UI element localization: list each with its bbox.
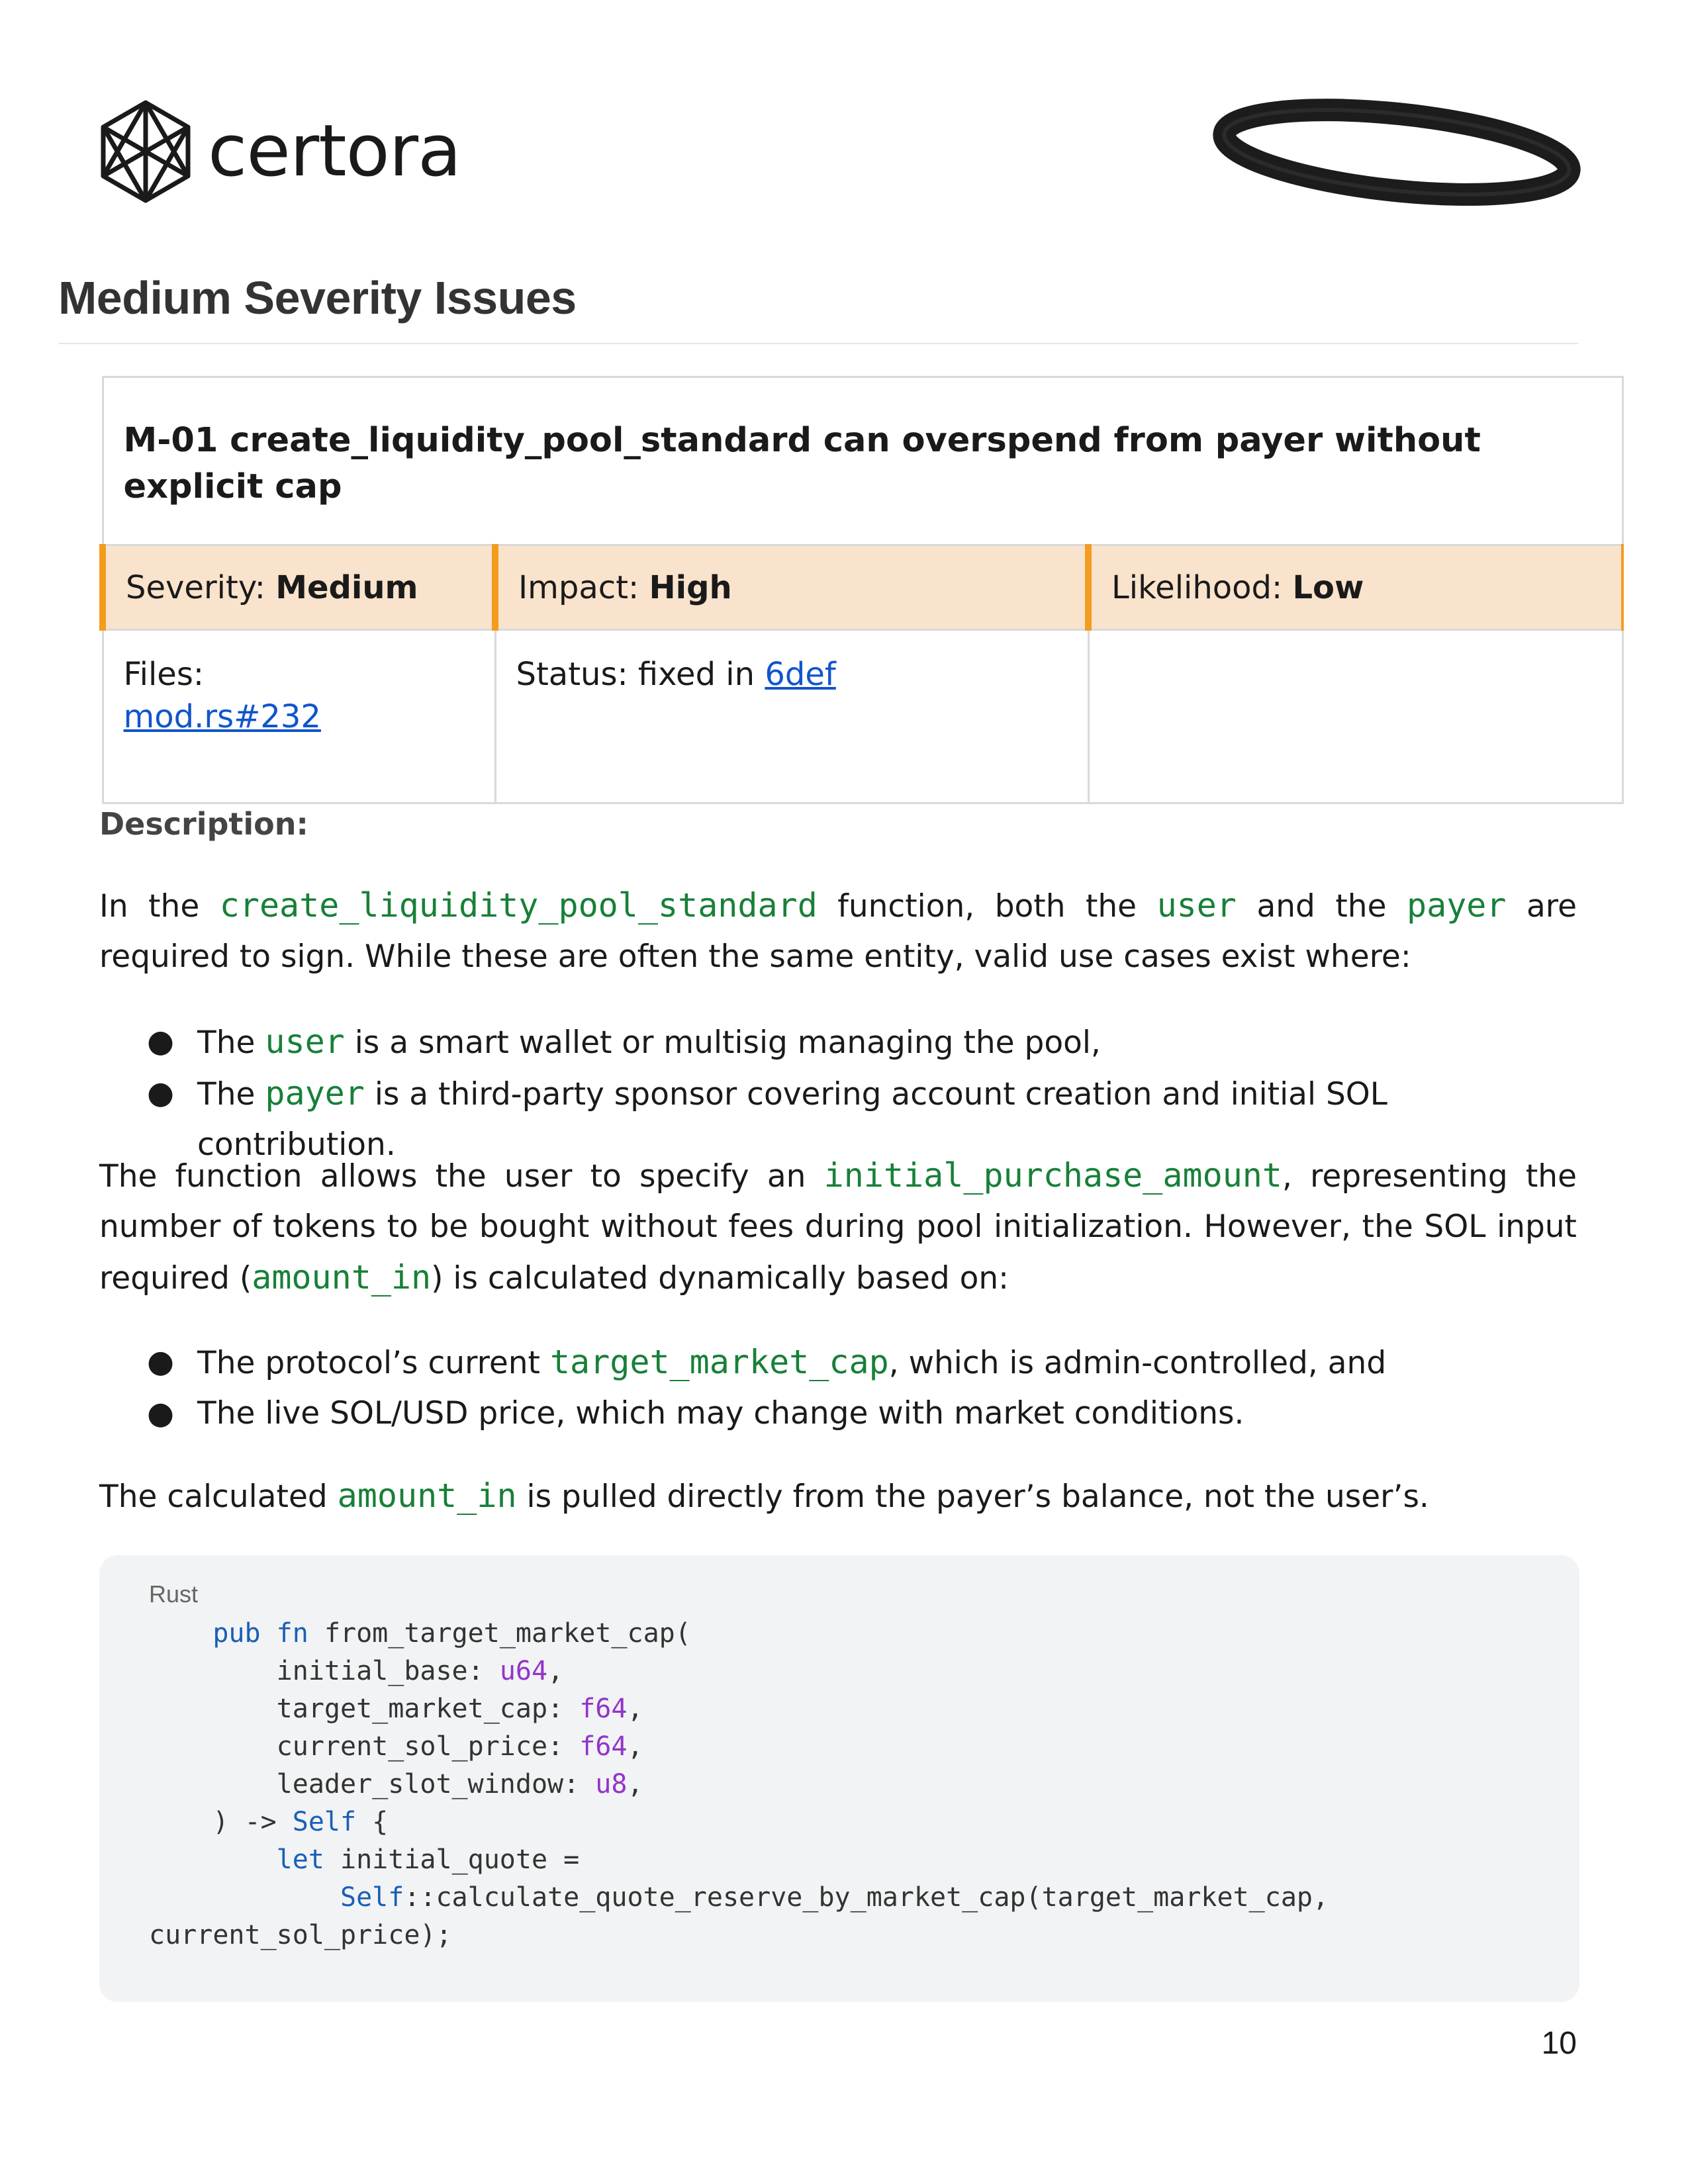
- code-token: ,: [627, 1769, 643, 1799]
- severity-cell: [103, 545, 495, 630]
- bullet-icon: ●: [147, 1395, 175, 1432]
- text-run: is a smart wallet or multisig managing the pool,: [344, 1024, 1101, 1061]
- text-run: The live SOL/USD price, which may change with market conditions.: [197, 1395, 1244, 1432]
- issue-title-cell: [103, 377, 1622, 545]
- inline-code: target_market_cap: [549, 1343, 889, 1381]
- code-token: u8: [595, 1769, 628, 1799]
- inline-code: user: [265, 1023, 345, 1061]
- text-run: The calculated: [99, 1479, 338, 1515]
- code-token: current_sol_price:: [276, 1731, 580, 1762]
- black-ring-icon: [1211, 96, 1582, 208]
- text-run: The function allows the user to specify an: [99, 1158, 824, 1195]
- code-token: initial_base:: [276, 1656, 500, 1686]
- code-token: ,: [627, 1694, 643, 1724]
- code-token: let: [276, 1844, 324, 1875]
- description-paragraph-2: [99, 1150, 1577, 1304]
- code-content: [149, 1615, 1329, 1954]
- text-run: , representing the number of tokens to be bought without fees during pool initialization. However, the SOL input required (: [99, 1158, 1577, 1297]
- bullet-list-1: [99, 1017, 1577, 1170]
- code-token: ) ->: [212, 1807, 293, 1837]
- text-run: are required to sign. While these are often the same entity, valid use cases exist where:: [99, 888, 1577, 975]
- bullet-icon: ●: [147, 1075, 175, 1111]
- description-paragraph-3: [99, 1471, 1577, 1522]
- section-title: Medium Severity Issues: [58, 272, 577, 324]
- brand-wordmark: certora: [208, 110, 461, 193]
- files-link[interactable]: mod.rs#232: [123, 698, 321, 735]
- likelihood-label: Likelihood:: [1111, 569, 1283, 606]
- text-run: ) is calculated dynamically based on:: [431, 1260, 1009, 1297]
- status-cell: [495, 630, 1088, 803]
- code-token: ,: [627, 1731, 643, 1762]
- text-run: is a third-party sponsor covering account creation and initial SOL contribution.: [197, 1076, 1387, 1163]
- certora-hexagon-icon: [99, 99, 192, 204]
- code-token: pub: [212, 1618, 261, 1649]
- impact-cell: [495, 545, 1088, 630]
- status-label: Status: fixed in: [516, 656, 755, 693]
- list-item: [99, 1337, 1577, 1388]
- code-language-label: Rust: [149, 1580, 199, 1608]
- text-run: In the: [99, 888, 220, 925]
- code-token: from_target_market_cap(: [324, 1618, 691, 1649]
- severity-label: Severity:: [126, 569, 265, 606]
- inline-code: payer: [265, 1074, 365, 1113]
- code-token: initial_quote =: [324, 1844, 580, 1875]
- inline-code: create_liquidity_pool_standard: [219, 886, 818, 925]
- code-token: fn: [276, 1618, 308, 1649]
- likelihood-value: Low: [1292, 569, 1364, 606]
- code-token: Self: [292, 1807, 357, 1837]
- code-token: f64: [579, 1731, 628, 1762]
- list-item: [99, 1017, 1577, 1068]
- text-run: , which is admin-controlled, and: [888, 1345, 1387, 1381]
- code-token: ::calculate_quote_reserve_by_market_cap(target_market_cap,: [404, 1882, 1329, 1913]
- inline-code: user: [1156, 886, 1237, 925]
- code-token: f64: [579, 1694, 628, 1724]
- text-run: is pulled directly from the payer’s balance, not the user’s.: [516, 1479, 1429, 1515]
- code-token: Self: [340, 1882, 404, 1913]
- inline-code: amount_in: [252, 1258, 432, 1297]
- description-label: Description:: [99, 806, 308, 842]
- page-number: 10: [1541, 2026, 1577, 2061]
- inline-code: initial_purchase_amount: [823, 1156, 1282, 1195]
- text-run: The: [197, 1024, 265, 1061]
- code-token: ,: [547, 1656, 564, 1686]
- severity-value: Medium: [275, 569, 418, 606]
- status-commit-link[interactable]: 6def: [765, 656, 836, 693]
- code-token: target_market_cap:: [276, 1694, 580, 1724]
- section-divider: [58, 343, 1578, 344]
- bullet-icon: ●: [147, 1343, 175, 1380]
- code-block: [99, 1555, 1579, 2002]
- issue-title: M-01 create_liquidity_pool_standard can overspend from payer without explicit cap: [123, 421, 1481, 506]
- inline-code: payer: [1406, 886, 1507, 925]
- code-token: {: [356, 1807, 389, 1837]
- description-paragraph-1: [99, 880, 1577, 982]
- code-token: leader_slot_window:: [276, 1769, 596, 1799]
- inline-code: amount_in: [337, 1477, 517, 1515]
- certora-logo: [99, 99, 461, 204]
- empty-cell: [1088, 630, 1622, 803]
- files-cell: [103, 630, 495, 803]
- code-token: current_sol_price);: [149, 1920, 452, 1950]
- files-label: Files:: [123, 656, 204, 693]
- code-token: u64: [499, 1656, 548, 1686]
- likelihood-cell: [1088, 545, 1622, 630]
- bullet-list-2: [99, 1337, 1577, 1439]
- list-item: [99, 1388, 1577, 1439]
- text-run: The protocol’s current: [197, 1345, 550, 1381]
- text-run: function, both the: [817, 888, 1157, 925]
- issue-table: [99, 376, 1624, 804]
- bullet-icon: ●: [147, 1023, 175, 1060]
- text-run: and the: [1237, 888, 1407, 925]
- impact-label: Impact:: [518, 569, 639, 606]
- text-run: The: [197, 1076, 265, 1113]
- impact-value: High: [649, 569, 732, 606]
